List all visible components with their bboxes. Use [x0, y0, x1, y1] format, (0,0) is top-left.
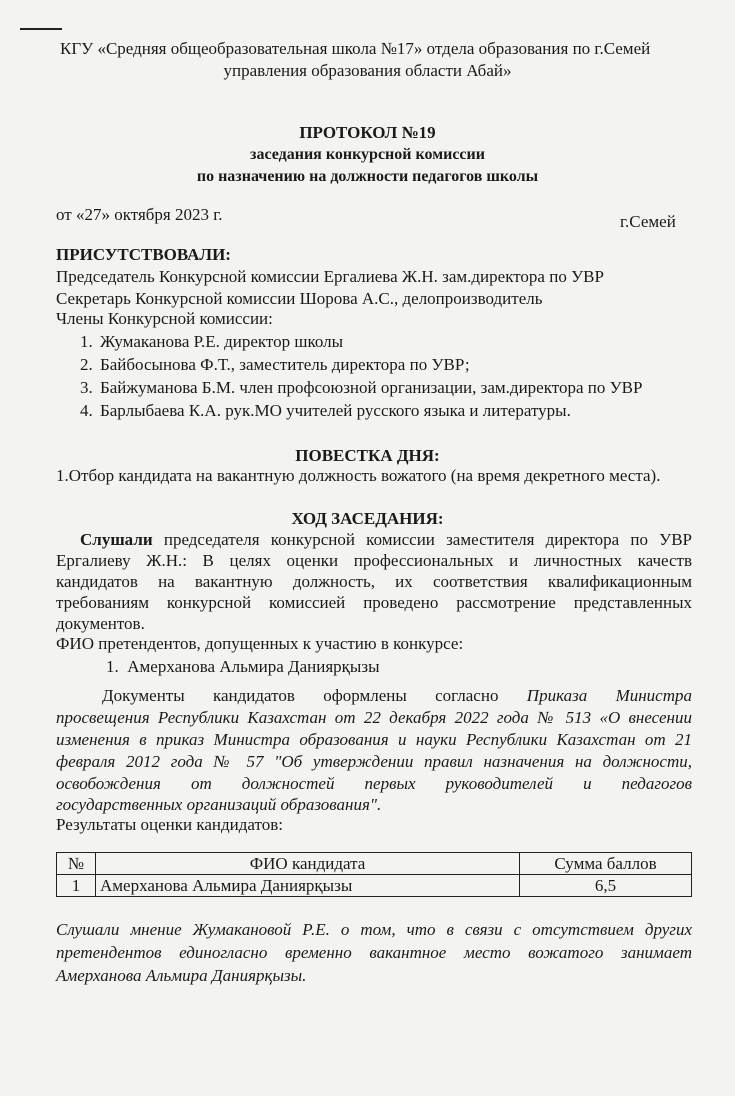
members-list	[80, 330, 642, 422]
col-header-num: №	[57, 853, 96, 875]
list-item: 4. Барлыбаева К.А. рук.МО учителей русского языка и литературы.	[80, 401, 571, 420]
heard-line-4: требованиям конкурсной комиссией проведено рассмотрение представленных	[56, 593, 692, 612]
table-header-row	[57, 853, 692, 875]
protocol-subtitle-2: по назначению на должности педагогов школы	[196, 168, 539, 185]
list-item: 1. Жумаканова Р.Е. директор школы	[80, 332, 344, 351]
heard-line-3: кандидатов на вакантную должность, их соответствия квалификационным	[56, 572, 692, 591]
heard-line-2: Ергалиеву Ж.Н.: В целях оценки профессиональных и личностных качеств	[56, 551, 692, 570]
docs-line-6: государственных организаций образования".	[56, 795, 382, 814]
header-rule	[20, 28, 62, 30]
docs-line-5: освобождения от должностей первых руководителей и педагогов	[56, 774, 692, 793]
col-header-name: ФИО кандидата	[96, 853, 520, 875]
proceedings-heading: ХОД ЗАСЕДАНИЯ:	[291, 509, 444, 528]
protocol-city: г.Семей	[620, 212, 676, 231]
agenda-heading: ПОВЕСТКА ДНЯ:	[295, 446, 440, 465]
agenda-item: 1.Отбор кандидата на вакантную должность вожатого (на время декретного места).	[56, 466, 661, 485]
secretary-line: Секретарь Конкурсной комиссии Шорова А.С., делопроизводитель	[56, 289, 543, 308]
results-table	[56, 852, 692, 897]
list-item: 2. Байбосынова Ф.Т., заместитель директора по УВР;	[80, 355, 470, 374]
conclusion-line-2: претендентов единогласно временно вакантное место вожатого занимает	[56, 943, 692, 962]
applicant-item: 1. Амерханова Альмира Даниярқызы	[106, 657, 380, 676]
results-label: Результаты оценки кандидатов:	[56, 815, 283, 834]
col-header-score: Сумма баллов	[520, 853, 692, 875]
heard-line-1: Слушали председателя конкурсной комиссии заместителя директора по УВР	[80, 530, 693, 549]
heard-label: Слушали	[80, 530, 153, 549]
cell-num: 1	[57, 875, 96, 897]
docs-line-2: просвещения Республики Казахстан от 22 декабря 2022 года № 513 «О внесении	[56, 708, 692, 727]
protocol-subtitle-1: заседания конкурсной комиссии	[250, 146, 485, 163]
docs-line-3: изменения в приказ Министра образования и науки Республики Казахстан от 21	[56, 730, 692, 749]
org-line-1: КГУ «Средняя общеобразовательная школа №17» отдела образования по г.Семей	[60, 39, 651, 58]
conclusion-line-1: Слушали мнение Жумакановой Р.Е. о том, что в связи с отсутствием других	[56, 920, 692, 939]
org-line-2: управления образования области Абай»	[223, 61, 512, 80]
conclusion-line-3: Амерханова Альмира Даниярқызы.	[56, 966, 307, 985]
members-label: Члены Конкурсной комиссии:	[56, 309, 273, 328]
heard-line-5: документов.	[56, 614, 145, 633]
cell-score: 6,5	[520, 875, 692, 897]
cell-name: Амерханова Альмира Даниярқызы	[96, 875, 520, 897]
chair-line: Председатель Конкурсной комиссии Ергалиева Ж.Н. зам.директора по УВР	[56, 267, 604, 286]
list-item: 3. Байжуманова Б.М. член профсоюзной организации, зам.директора по УВР	[80, 378, 643, 397]
docs-line-4: февраля 2012 года № 57 "Об утверждении правил назначения на должности,	[56, 752, 692, 771]
table-row	[57, 875, 692, 897]
protocol-title: ПРОТОКОЛ №19	[299, 123, 436, 142]
present-heading: ПРИСУТСТВОВАЛИ:	[56, 245, 231, 264]
protocol-date: от «27» октября 2023 г.	[56, 205, 223, 224]
applicants-label: ФИО претендентов, допущенных к участию в конкурсе:	[56, 634, 464, 653]
docs-line-1: Документы кандидатов оформлены согласно Приказа Министра	[102, 686, 692, 705]
